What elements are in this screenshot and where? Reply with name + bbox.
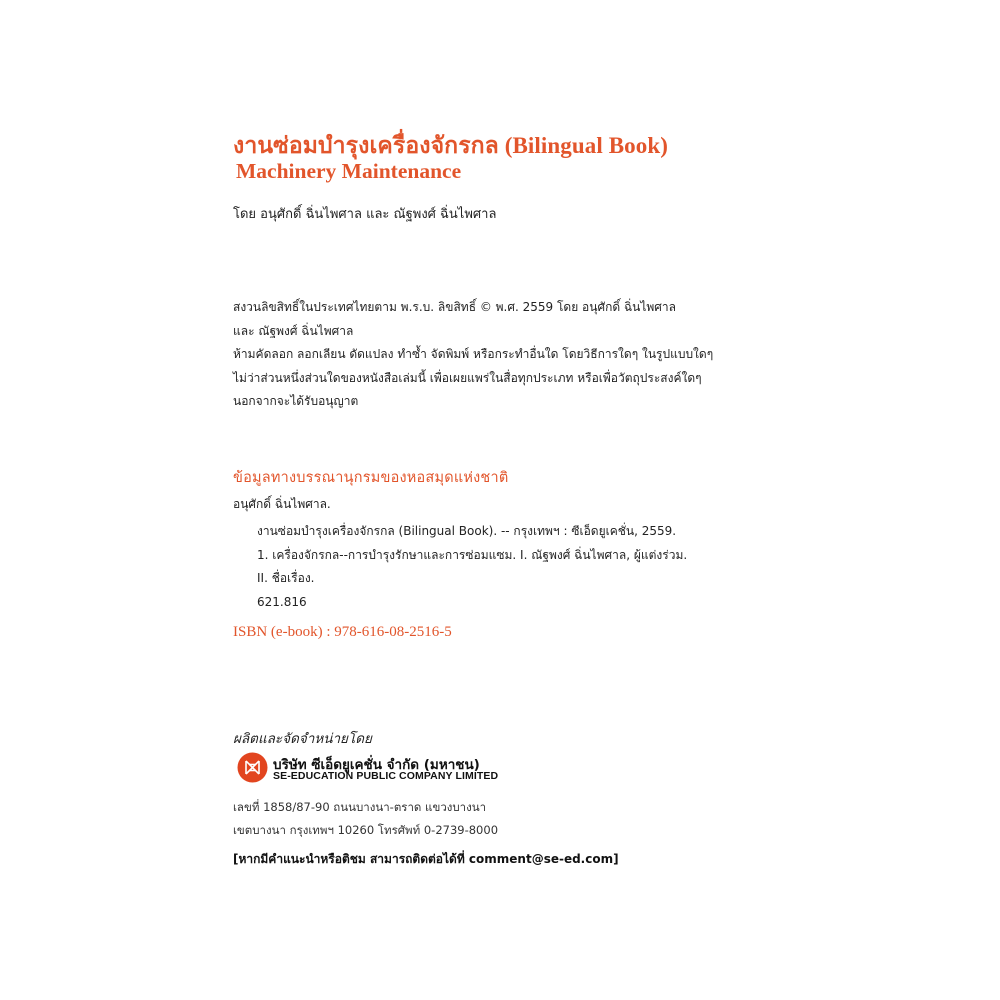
copyright-line: ห้ามคัดลอก ลอกเลียน ดัดแปลง ทำซ้ำ จัดพิมพ์ หรือกระทำอื่นใด โดยวิธีการใดๆ ในรูปแบบใดๆ (233, 347, 714, 361)
book-title-thai: งานซ่อมบำรุงเครื่องจักรกล (Bilingual Book) (233, 133, 669, 158)
contact-note: [หากมีคำแนะนำหรือติชม สามารถติดต่อได้ที่ comment@se-ed.com] (233, 852, 619, 866)
cip-classification: 621.816 (257, 594, 307, 609)
book-title-english: Machinery Maintenance (236, 159, 462, 183)
cip-title-tracing: II. ชื่อเรื่อง. (257, 571, 315, 585)
isbn: ISBN (e-book) : 978-616-08-2516-5 (233, 624, 452, 640)
publisher-name-english: SE-EDUCATION PUBLIC COMPANY LIMITED (273, 770, 499, 782)
copyright-notice (233, 296, 713, 414)
copyright-line: นอกจากจะได้รับอนุญาต (233, 394, 359, 408)
cip-subject: 1. เครื่องจักรกล--การบำรุงรักษาและการซ่อมแซม. I. ณัฐพงศ์ ฉิ่นไพศาล, ผู้แต่งร่วม. (257, 547, 688, 562)
cip-entry-block (257, 520, 687, 614)
publisher-caption: ผลิตและจัดจำหน่ายโดย (233, 731, 372, 747)
copyright-line: และ ณัฐพงศ์ ฉิ่นไพศาล (233, 323, 354, 338)
publisher-address (233, 796, 498, 842)
cip-author: อนุศักดิ์ ฉิ่นไพศาล. (233, 497, 331, 511)
publisher-name-thai: บริษัท ซีเอ็ดยูเคชั่น จำกัด (มหาชน) (273, 757, 480, 773)
cip-title-entry: งานซ่อมบำรุงเครื่องจักรกล (Bilingual Book). -- กรุงเทพฯ : ซีเอ็ดยูเคชั่น, 2559. (257, 524, 677, 538)
copyright-line: ไม่ว่าส่วนหนึ่งส่วนใดของหนังสือเล่มนี้ เพื่อเผยแพร่ในสื่อทุกประเภท หรือเพื่อวัตถุประสงค์ใดๆ (233, 370, 702, 385)
cip-heading: ข้อมูลทางบรรณานุกรมของหอสมุดแห่งชาติ (233, 470, 509, 486)
se-ed-logo-icon (237, 752, 268, 783)
copyright-line: สงวนลิขสิทธิ์ในประเทศไทยตาม พ.ร.บ. ลิขสิทธิ์ © พ.ศ. 2559 โดย อนุศักดิ์ ฉิ่นไพศาล (233, 300, 676, 314)
address-line: เลขที่ 1858/87-90 ถนนบางนา-ตราด แขวงบางนา (233, 800, 487, 814)
authors-line: โดย อนุศักดิ์ ฉิ่นไพศาล และ ณัฐพงศ์ ฉิ่นไพศาล (233, 207, 497, 222)
address-line: เขตบางนา กรุงเทพฯ 10260 โทรศัพท์ 0-2739-8000 (233, 823, 499, 837)
